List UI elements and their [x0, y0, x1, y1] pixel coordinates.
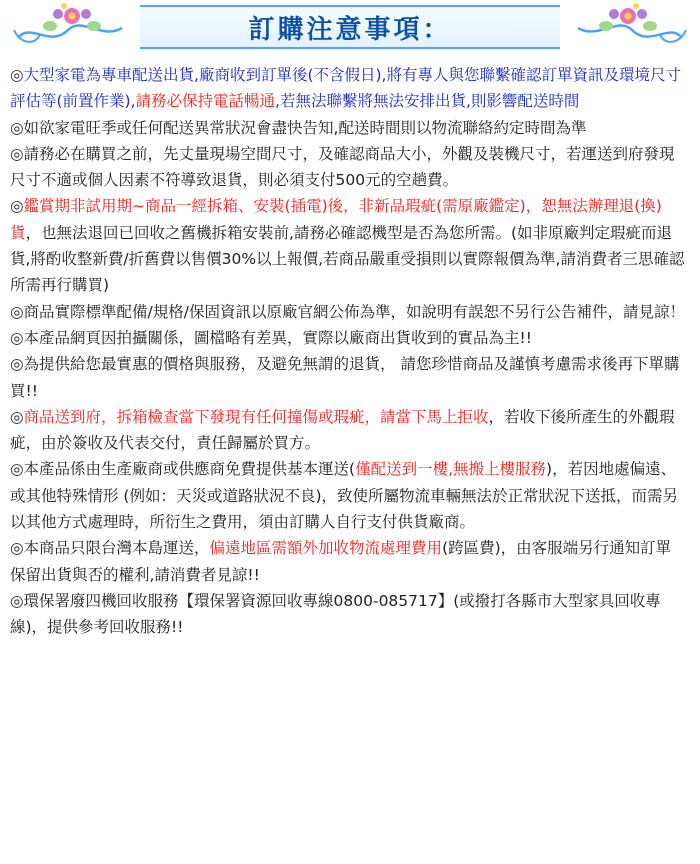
bullet-icon: ◎: [10, 539, 24, 558]
notice-text: ，也無法退回已回收之舊機拆箱安裝前,請務必確認機型是否為您所需。(如非原廠判定瑕疵而退貨,將酌收整新費/折舊費以售價30%以上報價,若商品嚴重受損則以實際報價為準,請消費者三思確認所需再行購買): [10, 223, 685, 295]
bullet-icon: ◎: [10, 66, 24, 84]
notice-text: 環保署廢四機回收服務【環保署資源回收專線0800-085717】(或撥打各縣市大型家具回收專線)，提供參考回收服務!!: [10, 591, 661, 637]
flower-ornament-icon: [10, 0, 130, 52]
notice-text: 僅配送到一樓,無搬上樓服務: [355, 460, 547, 479]
notice-text: 商品送到府，拆箱檢查當下發現有任何撞傷或瑕疵，請當下馬上拒收: [23, 407, 489, 426]
notice-item: [10, 62, 686, 115]
notice-item: [10, 351, 686, 404]
bullet-icon: ◎: [10, 591, 24, 610]
notice-text: 如欲家電旺季或任何配送異常狀況會盡快告知,配送時間則以物流聯絡約定時間為準: [23, 118, 587, 137]
notice-text: 本商品只限台灣本島運送，: [23, 539, 210, 558]
notice-text: 偏遠地區需額外加收物流處理費用: [209, 539, 443, 558]
bullet-icon: ◎: [10, 197, 24, 216]
notice-item: [10, 193, 686, 298]
notice-text: 商品實際標準配備/規格/保固資訊以原廠官網公佈為準，如說明有誤恕不另行公告補件，請見諒！: [23, 302, 685, 321]
bullet-icon: ◎: [10, 407, 24, 426]
notice-text: 為提供給您最實惠的價格與服務，及避免無謂的退貨， 請您珍惜商品及謹慎考慮需求後再下單購買!!: [10, 355, 680, 400]
notice-item: [10, 141, 686, 194]
notice-item: [10, 535, 686, 588]
notice-list: [0, 62, 700, 862]
header: [10, 0, 690, 60]
notice-item: [10, 588, 686, 641]
notice-item: [10, 404, 686, 457]
bullet-icon: ◎: [10, 118, 24, 137]
notice-text: 鑑賞期非試用期~商品一經拆箱、安裝(插電)後，非新品瑕疵(需原廠鑑定)，恕無法辦理退(換)貨: [10, 197, 662, 242]
bullet-icon: ◎: [10, 355, 24, 374]
notice-text: (跨區費)，由客服端另行通知訂單保留出貨與否的權利,請消費者見諒!!: [10, 539, 672, 584]
notice-text: 本產品係由生產廠商或供應商免費提供基本運送(: [23, 460, 356, 479]
notice-text: 本產品網頁因拍攝關係，圖檔略有差異，實際以廠商出貨收到的實品為主!!: [23, 328, 532, 347]
notice-item: [10, 115, 686, 141]
notice-item: [10, 456, 686, 535]
bullet-icon: ◎: [10, 328, 24, 347]
bullet-icon: ◎: [10, 460, 24, 479]
flower-ornament-icon: [570, 0, 690, 52]
notice-item: [10, 299, 686, 325]
notice-text: 大型家電為專車配送出貨,廠商收到訂單後(不含假日),將有專人與您聯繫確認訂單資訊及環境尺寸評估等(前置作業),: [10, 66, 681, 111]
notice-text: ,若無法聯繫將無法安排出貨,則影響配送時間: [275, 92, 580, 111]
title-band: [140, 5, 560, 49]
notice-text: )，若因地處偏遠、或其他特殊情形 (例如：天災或道路狀況不良)，致使所屬物流車輛無法於正常狀況下送抵，而需另以其他方式處理時，所衍生之費用，須由訂購人自行支付供貨廠商。: [10, 460, 679, 532]
notice-item: [10, 325, 686, 351]
notice-text: 請務必保持電話暢通: [135, 92, 276, 111]
bullet-icon: ◎: [10, 144, 24, 163]
page-title: 訂購注意事項：: [248, 14, 452, 45]
bullet-icon: ◎: [10, 302, 24, 321]
notice-text: ，若收下後所產生的外觀瑕疵，由於簽收及代表交付，責任歸屬於買方。: [10, 407, 675, 453]
notice-text: 請務必在購買之前，先丈量現場空間尺寸，及確認商品大小，外觀及裝機尺寸，若運送到府發現尺寸不適或個人因素不符導致退貨，則必須支付500元的空趟費。: [10, 144, 675, 190]
